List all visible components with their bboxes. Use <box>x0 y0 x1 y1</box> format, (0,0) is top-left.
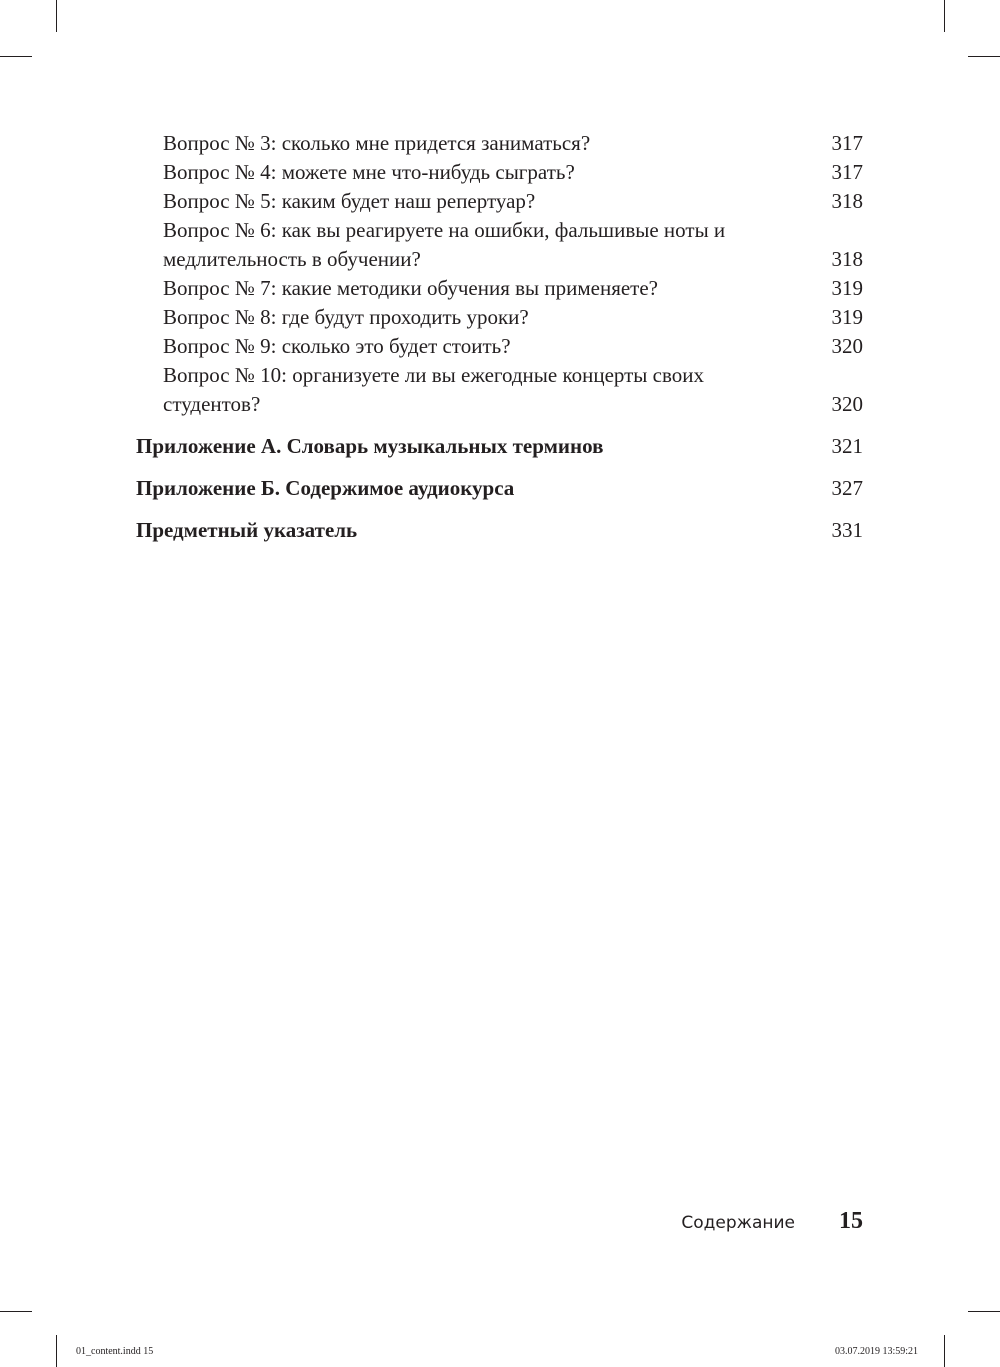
toc-entry-page: 318 <box>831 247 863 271</box>
toc-entry <box>136 187 863 216</box>
toc-entry-page: 320 <box>831 334 863 358</box>
toc-entry-page: 331 <box>831 518 863 542</box>
slug-datetime: 03.07.2019 13:59:21 <box>834 1346 918 1357</box>
toc-entry <box>136 361 863 419</box>
crop-mark <box>944 0 945 32</box>
toc-entry <box>136 274 863 303</box>
toc-entry-title: Вопрос № 8: где будут проходить уроки? <box>163 305 529 329</box>
running-footer <box>681 1208 863 1235</box>
toc-entry-page: 319 <box>831 276 863 300</box>
crop-mark <box>0 56 32 57</box>
toc-entry-title: Вопрос № 5: каким будет наш репертуар? <box>163 189 536 213</box>
crop-mark <box>944 1335 945 1367</box>
crop-mark <box>56 1335 57 1367</box>
toc-entry-page: 317 <box>831 131 863 155</box>
toc-entry-title: Приложение А. Словарь музыкальных терминов <box>136 434 604 458</box>
toc-entry-page: 321 <box>831 434 863 458</box>
crop-mark <box>968 1311 1000 1312</box>
slug-file-info: 01_content.indd 15 <box>76 1346 154 1357</box>
toc-entry <box>136 129 863 158</box>
toc-chapter-entry <box>136 474 863 503</box>
toc-entry-title: Вопрос № 6: как вы реагируете на ошибки, фальшивые ноты и медлительность в обучении? <box>163 218 726 271</box>
page-number: 15 <box>839 1208 863 1234</box>
toc-entry <box>136 332 863 361</box>
toc-entry <box>136 158 863 187</box>
crop-mark <box>968 56 1000 57</box>
toc-entry-page: 319 <box>831 305 863 329</box>
toc-entry-page: 327 <box>831 476 863 500</box>
toc-entry-title: Приложение Б. Содержимое аудиокурса <box>136 476 515 500</box>
toc-chapter-entry <box>136 516 863 545</box>
toc-chapter-entry <box>136 432 863 461</box>
toc-entry-title: Вопрос № 4: можете мне что-нибудь сыграть? <box>163 160 575 184</box>
crop-mark <box>0 1311 32 1312</box>
toc-entry-title: Вопрос № 10: организуете ли вы ежегодные концерты своих студентов? <box>163 363 704 416</box>
footer-section-title: Содержание <box>681 1213 795 1233</box>
toc-entry <box>136 303 863 332</box>
toc-entry <box>136 216 863 274</box>
toc-entry-title: Вопрос № 3: сколько мне придется заниматься? <box>163 131 591 155</box>
toc-entry-title: Вопрос № 9: сколько это будет стоить? <box>163 334 511 358</box>
toc-entry-page: 318 <box>831 189 863 213</box>
toc-entry-title: Предметный указатель <box>136 518 358 542</box>
table-of-contents <box>136 129 863 545</box>
toc-entry-title: Вопрос № 7: какие методики обучения вы применяете? <box>163 276 658 300</box>
toc-entry-page: 317 <box>831 160 863 184</box>
crop-mark <box>56 0 57 32</box>
toc-entry-page: 320 <box>831 392 863 416</box>
